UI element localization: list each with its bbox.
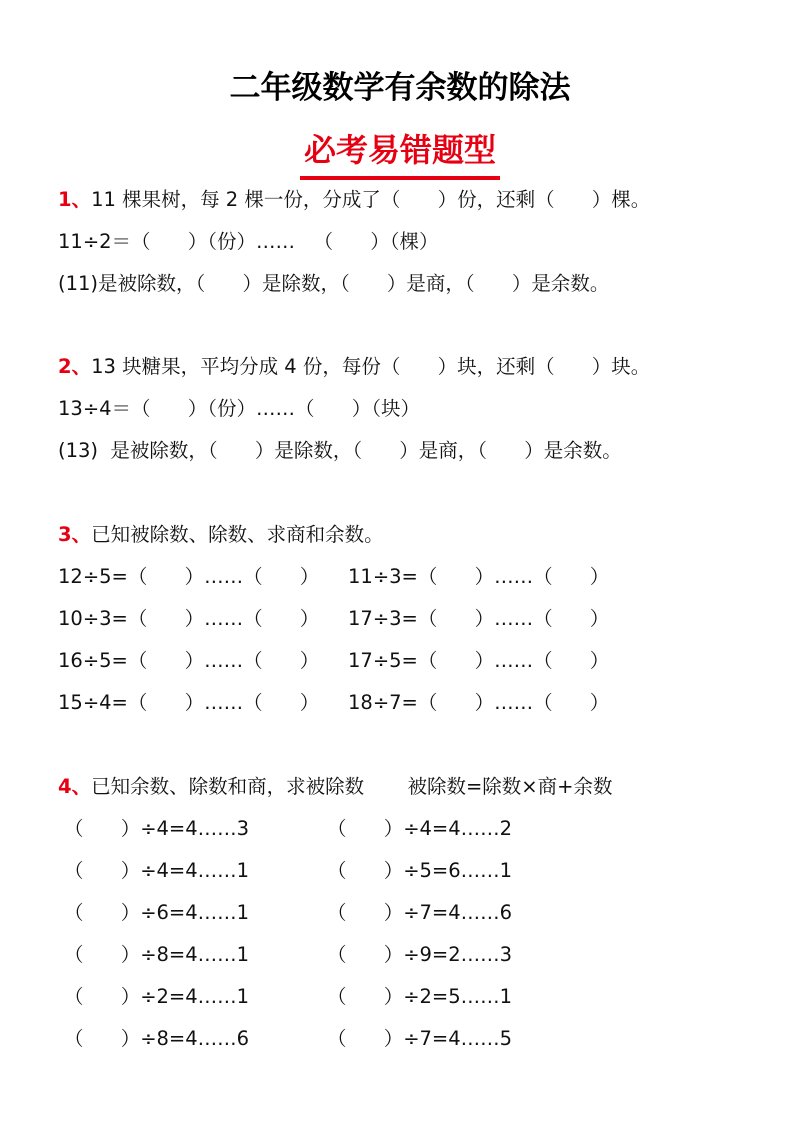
q2-number: 2、 [58,355,92,378]
q3-right-2: 17÷3=（ ）……（ ） [348,607,610,630]
q3-left-2: 10÷3=（ ）……（ ） [58,607,320,630]
q1-line-1 [58,186,650,214]
q4-left-6: （ ）÷8=4……6 [64,1027,250,1050]
worksheet-subtitle [0,126,800,180]
q4-right-2: （ ）÷5=6……1 [327,859,513,882]
q4-right-5: （ ）÷2=5……1 [327,985,513,1008]
q4-right-4: （ ）÷9=2……3 [327,943,513,966]
q4-heading [58,773,613,801]
q4-left-4: （ ）÷8=4……1 [64,943,250,966]
q4-left-2: （ ）÷4=4……1 [64,859,250,882]
q1-line-2: 11÷2＝（ ）（份）…… （ ）（棵） [58,230,439,253]
q4-number: 4、 [58,775,92,798]
q3-right-4: 18÷7=（ ）……（ ） [348,691,610,714]
q4-left-1: （ ）÷4=4……3 [64,817,250,840]
q3-right-3: 17÷5=（ ）……（ ） [348,649,610,672]
q3-left-4: 15÷4=（ ）……（ ） [58,691,320,714]
q1-text: 11 棵果树，每 2 棵一份，分成了（ ）份，还剩（ ）棵。 [91,188,651,211]
q4-left-3: （ ）÷6=4……1 [64,901,250,924]
q3-number: 3、 [58,523,92,546]
q1-line-3: (11)是被除数，（ ）是除数，（ ）是商，（ ）是余数。 [58,272,610,295]
q4-right-3: （ ）÷7=4……6 [327,901,513,924]
q4-left-5: （ ）÷2=4……1 [64,985,250,1008]
subtitle-text: 必考易错题型 [300,126,500,180]
q4-instruction: 已知余数、除数和商，求被除数 被除数=除数×商+余数 [91,775,613,798]
q3-left-1: 12÷5=（ ）……（ ） [58,565,320,588]
q2-line-3: (13) 是被除数，（ ）是除数，（ ）是商，（ ）是余数。 [58,439,622,462]
q3-left-3: 16÷5=（ ）……（ ） [58,649,320,672]
q3-heading [58,521,384,549]
q2-line-2: 13÷4＝（ ）（份）……（ ）（块） [58,397,420,420]
q3-instruction: 已知被除数、除数、求商和余数。 [91,523,384,546]
worksheet-title: 二年级数学有余数的除法 [229,70,571,106]
q2-line-1 [58,353,650,381]
q2-text: 13 块糖果，平均分成 4 份，每份（ ）块，还剩（ ）块。 [91,355,651,378]
q3-right-1: 11÷3=（ ）……（ ） [348,565,610,588]
q4-right-1: （ ）÷4=4……2 [327,817,513,840]
q1-number: 1、 [58,188,92,211]
q4-right-6: （ ）÷7=4……5 [327,1027,513,1050]
